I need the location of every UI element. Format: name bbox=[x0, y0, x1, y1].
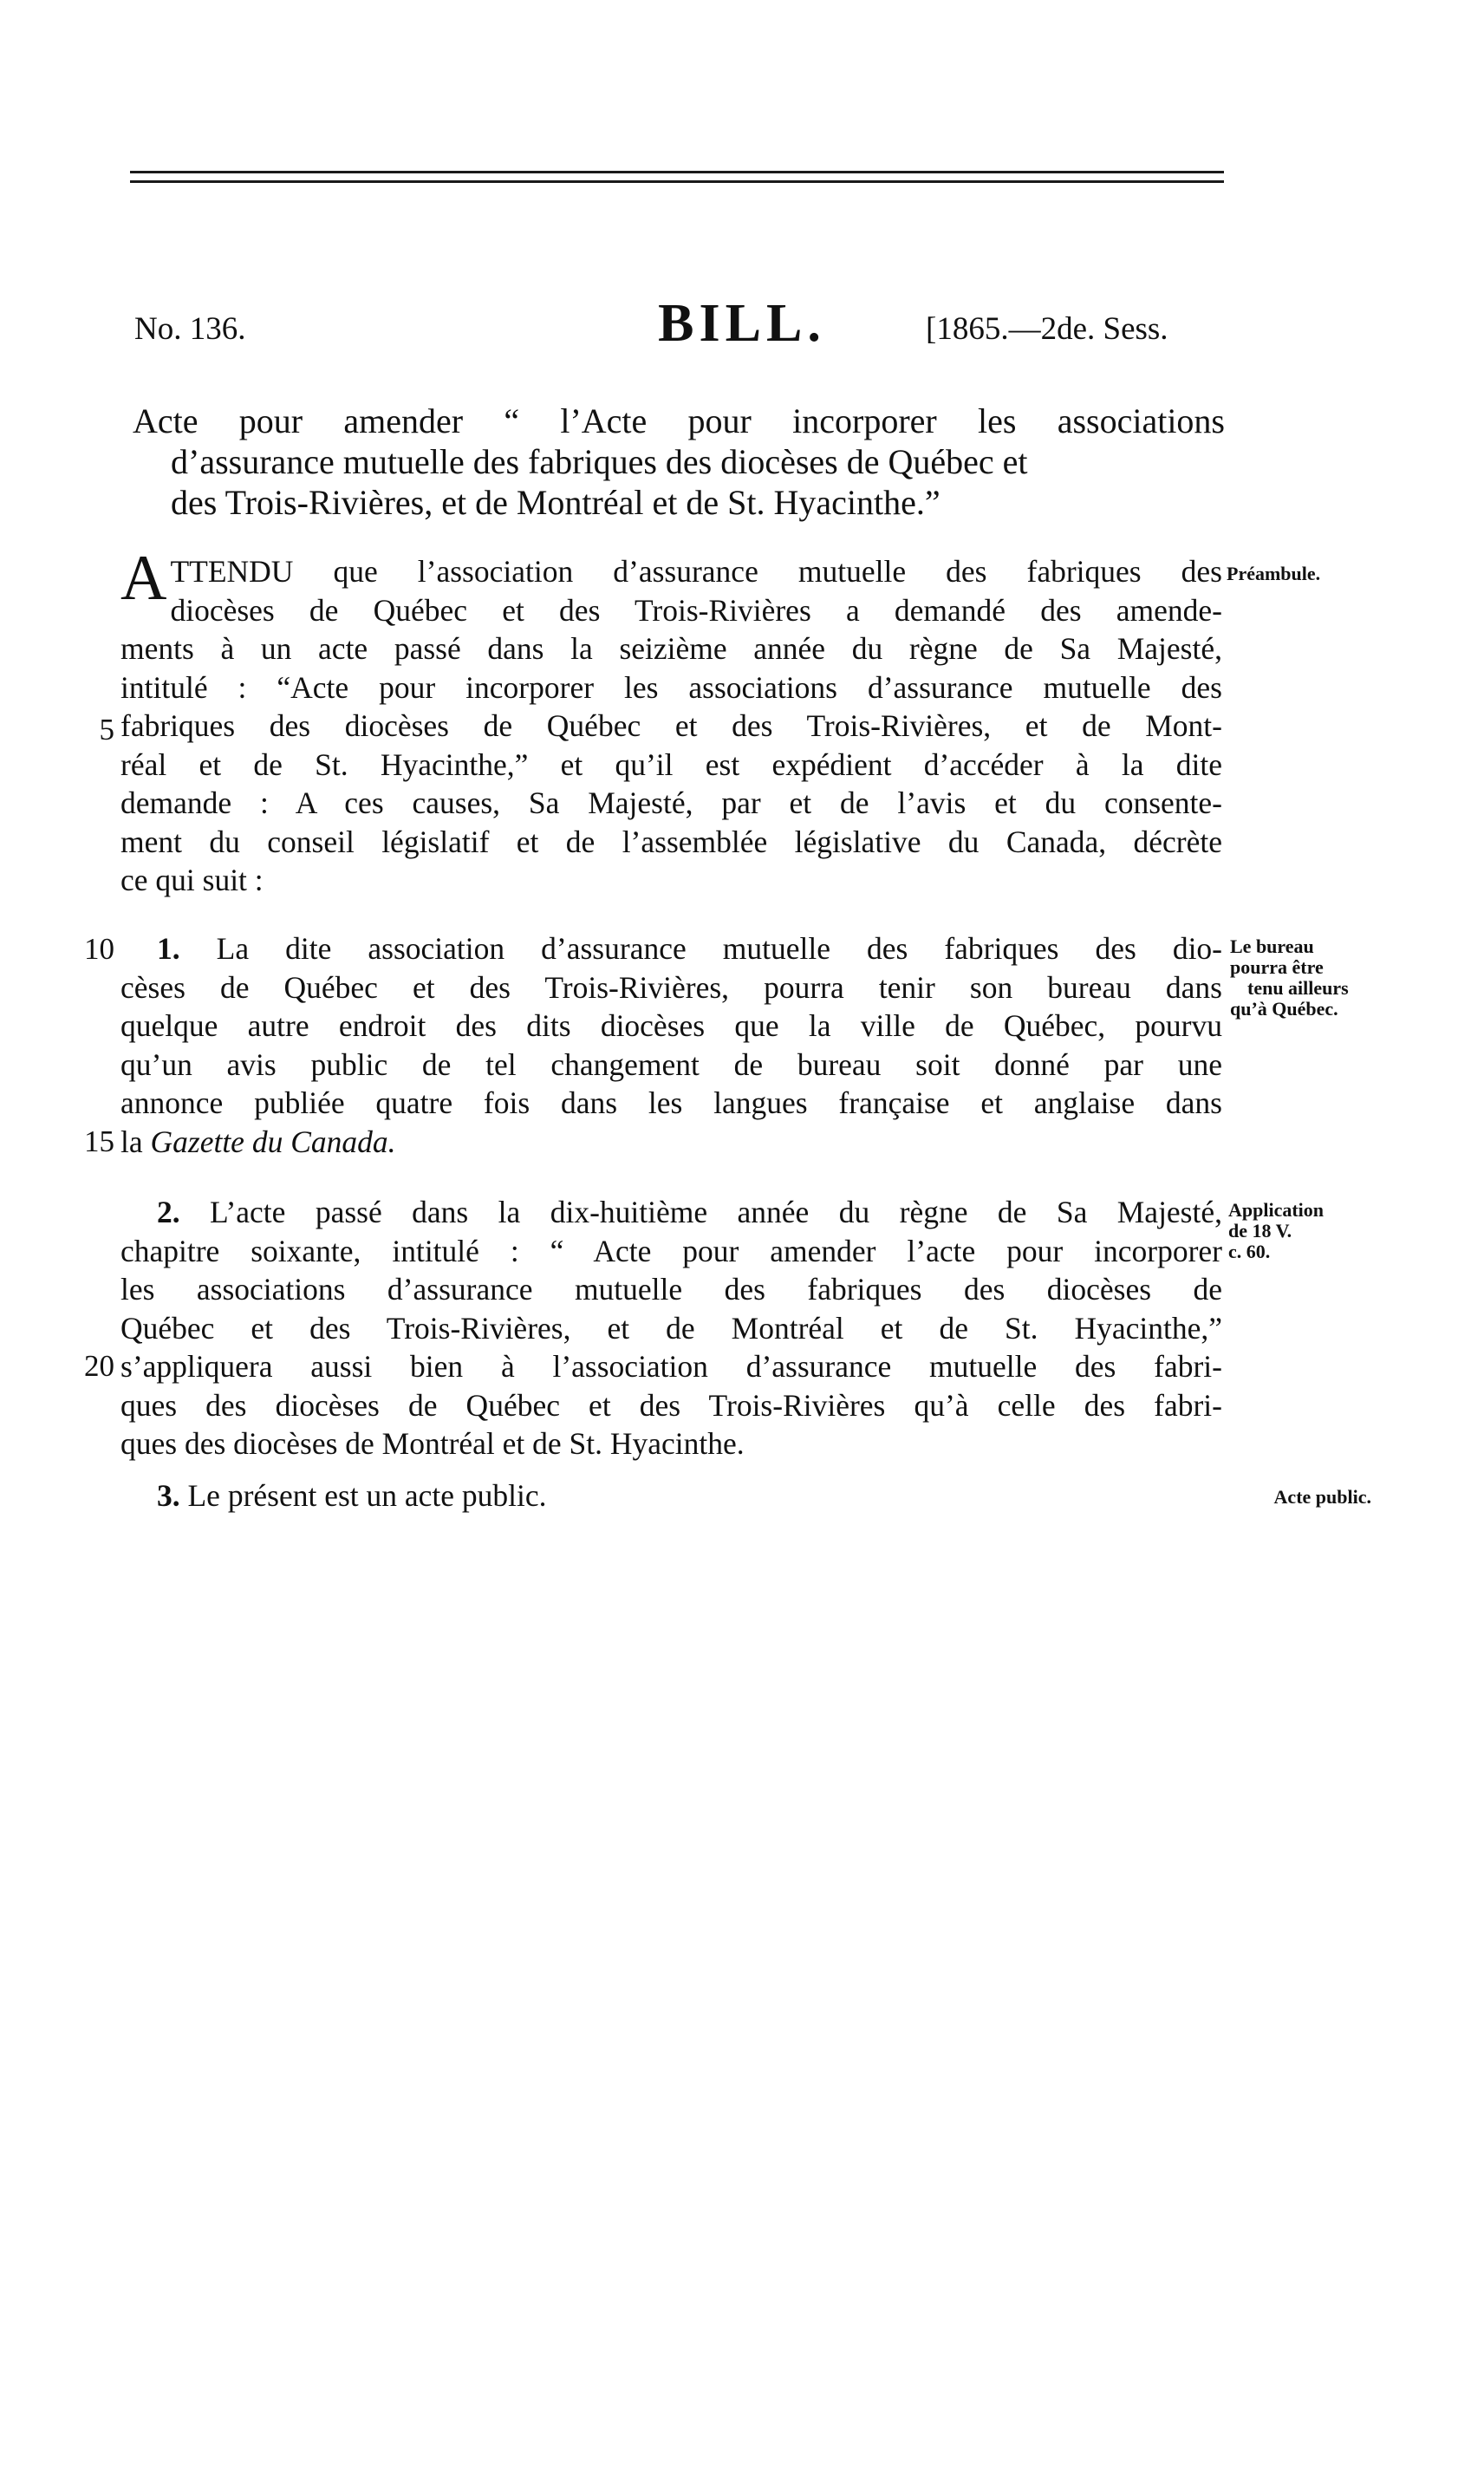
line-number: 5 bbox=[99, 713, 114, 746]
preamble-line: ments à un acte passé dans la seizième année du règne de Sa Majesté, bbox=[120, 631, 1222, 666]
bill-title bbox=[133, 401, 1225, 523]
gazette-title: Gazette du Canada. bbox=[150, 1124, 396, 1159]
margin-note-line: tenu ailleurs bbox=[1247, 977, 1349, 999]
margin-note-line: Le bureau bbox=[1230, 935, 1314, 957]
preamble-line: réal et de St. Hyacinthe,” et qu’il est expédient d’accéder à la dite bbox=[120, 746, 1222, 782]
margin-note-section-3: Acte public. bbox=[1273, 1486, 1371, 1508]
section-line: ques des diocèses de Québec et des Trois-Rivières qu’à celle des fabri- bbox=[120, 1387, 1222, 1423]
section-line bbox=[120, 1193, 1222, 1232]
margin-note-line: pourra être bbox=[1230, 956, 1324, 978]
margin-note-line: c. 60. bbox=[1228, 1241, 1271, 1262]
preamble-line: fabriques des diocèses de Québec et des Trois-Rivières, et de Mont- bbox=[120, 708, 1222, 743]
preamble-line: ment du conseil législatif et de l’assemblée législative du Canada, décrète bbox=[120, 824, 1222, 859]
preamble bbox=[120, 543, 1222, 900]
section-line: s’appliquera aussi bien à l’association d’assurance mutuelle des fabri- bbox=[120, 1349, 1222, 1384]
section-line: qu’un avis public de tel changement de bureau soit donné par une bbox=[120, 1046, 1222, 1082]
section-text: la bbox=[120, 1124, 143, 1159]
section-2 bbox=[120, 1193, 1222, 1463]
section-line: chapitre soixante, intitulé : “ Acte pour amender l’acte pour incorporer bbox=[120, 1233, 1222, 1268]
dropcap: A bbox=[120, 543, 167, 614]
title-line: des Trois-Rivières, et de Montréal et de St. Hyacinthe.” bbox=[171, 483, 941, 522]
preamble-line: diocèses de Québec et des Trois-Rivières a demandé des amende- bbox=[170, 592, 1222, 628]
preamble-line: ce qui suit : bbox=[120, 863, 264, 897]
section-line bbox=[120, 1476, 1222, 1515]
section-text: L’acte passé dans la dix-huitième année du règne de Sa Majesté, bbox=[210, 1195, 1222, 1229]
bill-number: No. 136. bbox=[134, 311, 246, 347]
section-line bbox=[120, 1123, 1222, 1162]
header-rule-top bbox=[130, 171, 1224, 173]
line-number: 20 bbox=[84, 1349, 114, 1383]
section-line: Québec et des Trois-Rivières, et de Montréal et de St. Hyacinthe,” bbox=[120, 1310, 1222, 1346]
margin-note-preamble: Préambule. bbox=[1227, 563, 1321, 584]
section-text: La dite association d’assurance mutuelle des fabriques des dio- bbox=[216, 931, 1222, 966]
section-3 bbox=[120, 1476, 1222, 1515]
margin-note-section-1 bbox=[1228, 936, 1419, 1020]
section-line: ques des diocèses de Montréal et de St. Hyacinthe. bbox=[120, 1426, 745, 1461]
line-number: 15 bbox=[84, 1124, 114, 1158]
session-label: [1865.—2de. Sess. bbox=[926, 311, 1168, 347]
margin-note-line: qu’à Québec. bbox=[1230, 998, 1338, 1020]
margin-note-section-2 bbox=[1228, 1200, 1419, 1262]
margin-note-line: Application bbox=[1228, 1199, 1325, 1221]
section-text: Le présent est un acte public. bbox=[187, 1478, 547, 1513]
title-line: d’assurance mutuelle des fabriques des diocèses de Québec et bbox=[171, 442, 1028, 481]
margin-note-line: de 18 V. bbox=[1228, 1220, 1292, 1242]
section-line: quelque autre endroit des dits diocèses que la ville de Québec, pourvu bbox=[120, 1008, 1222, 1043]
preamble-line: TTENDU que l’association d’assurance mutuelle des fabriques des bbox=[170, 554, 1222, 589]
section-number: 3. bbox=[157, 1478, 180, 1513]
header-rule-bottom bbox=[130, 180, 1224, 183]
bill-heading: BILL. bbox=[658, 294, 826, 353]
section-line bbox=[120, 929, 1222, 968]
section-line: annonce publiée quatre fois dans les langues française et anglaise dans bbox=[120, 1085, 1222, 1120]
line-number: 10 bbox=[84, 932, 114, 966]
preamble-line: demande : A ces causes, Sa Majesté, par et de l’avis et du consente- bbox=[120, 785, 1222, 820]
section-line: les associations d’assurance mutuelle des fabriques des diocèses de bbox=[120, 1272, 1222, 1307]
preamble-line: intitulé : “Acte pour incorporer les associations d’assurance mutuelle des bbox=[120, 669, 1222, 705]
title-line: Acte pour amender “ l’Acte pour incorporer les associations bbox=[133, 401, 1225, 440]
section-1 bbox=[120, 929, 1222, 1161]
section-number: 1. bbox=[157, 931, 180, 966]
section-line: cèses de Québec et des Trois-Rivières, pourra tenir son bureau dans bbox=[120, 969, 1222, 1005]
section-number: 2. bbox=[157, 1195, 180, 1229]
